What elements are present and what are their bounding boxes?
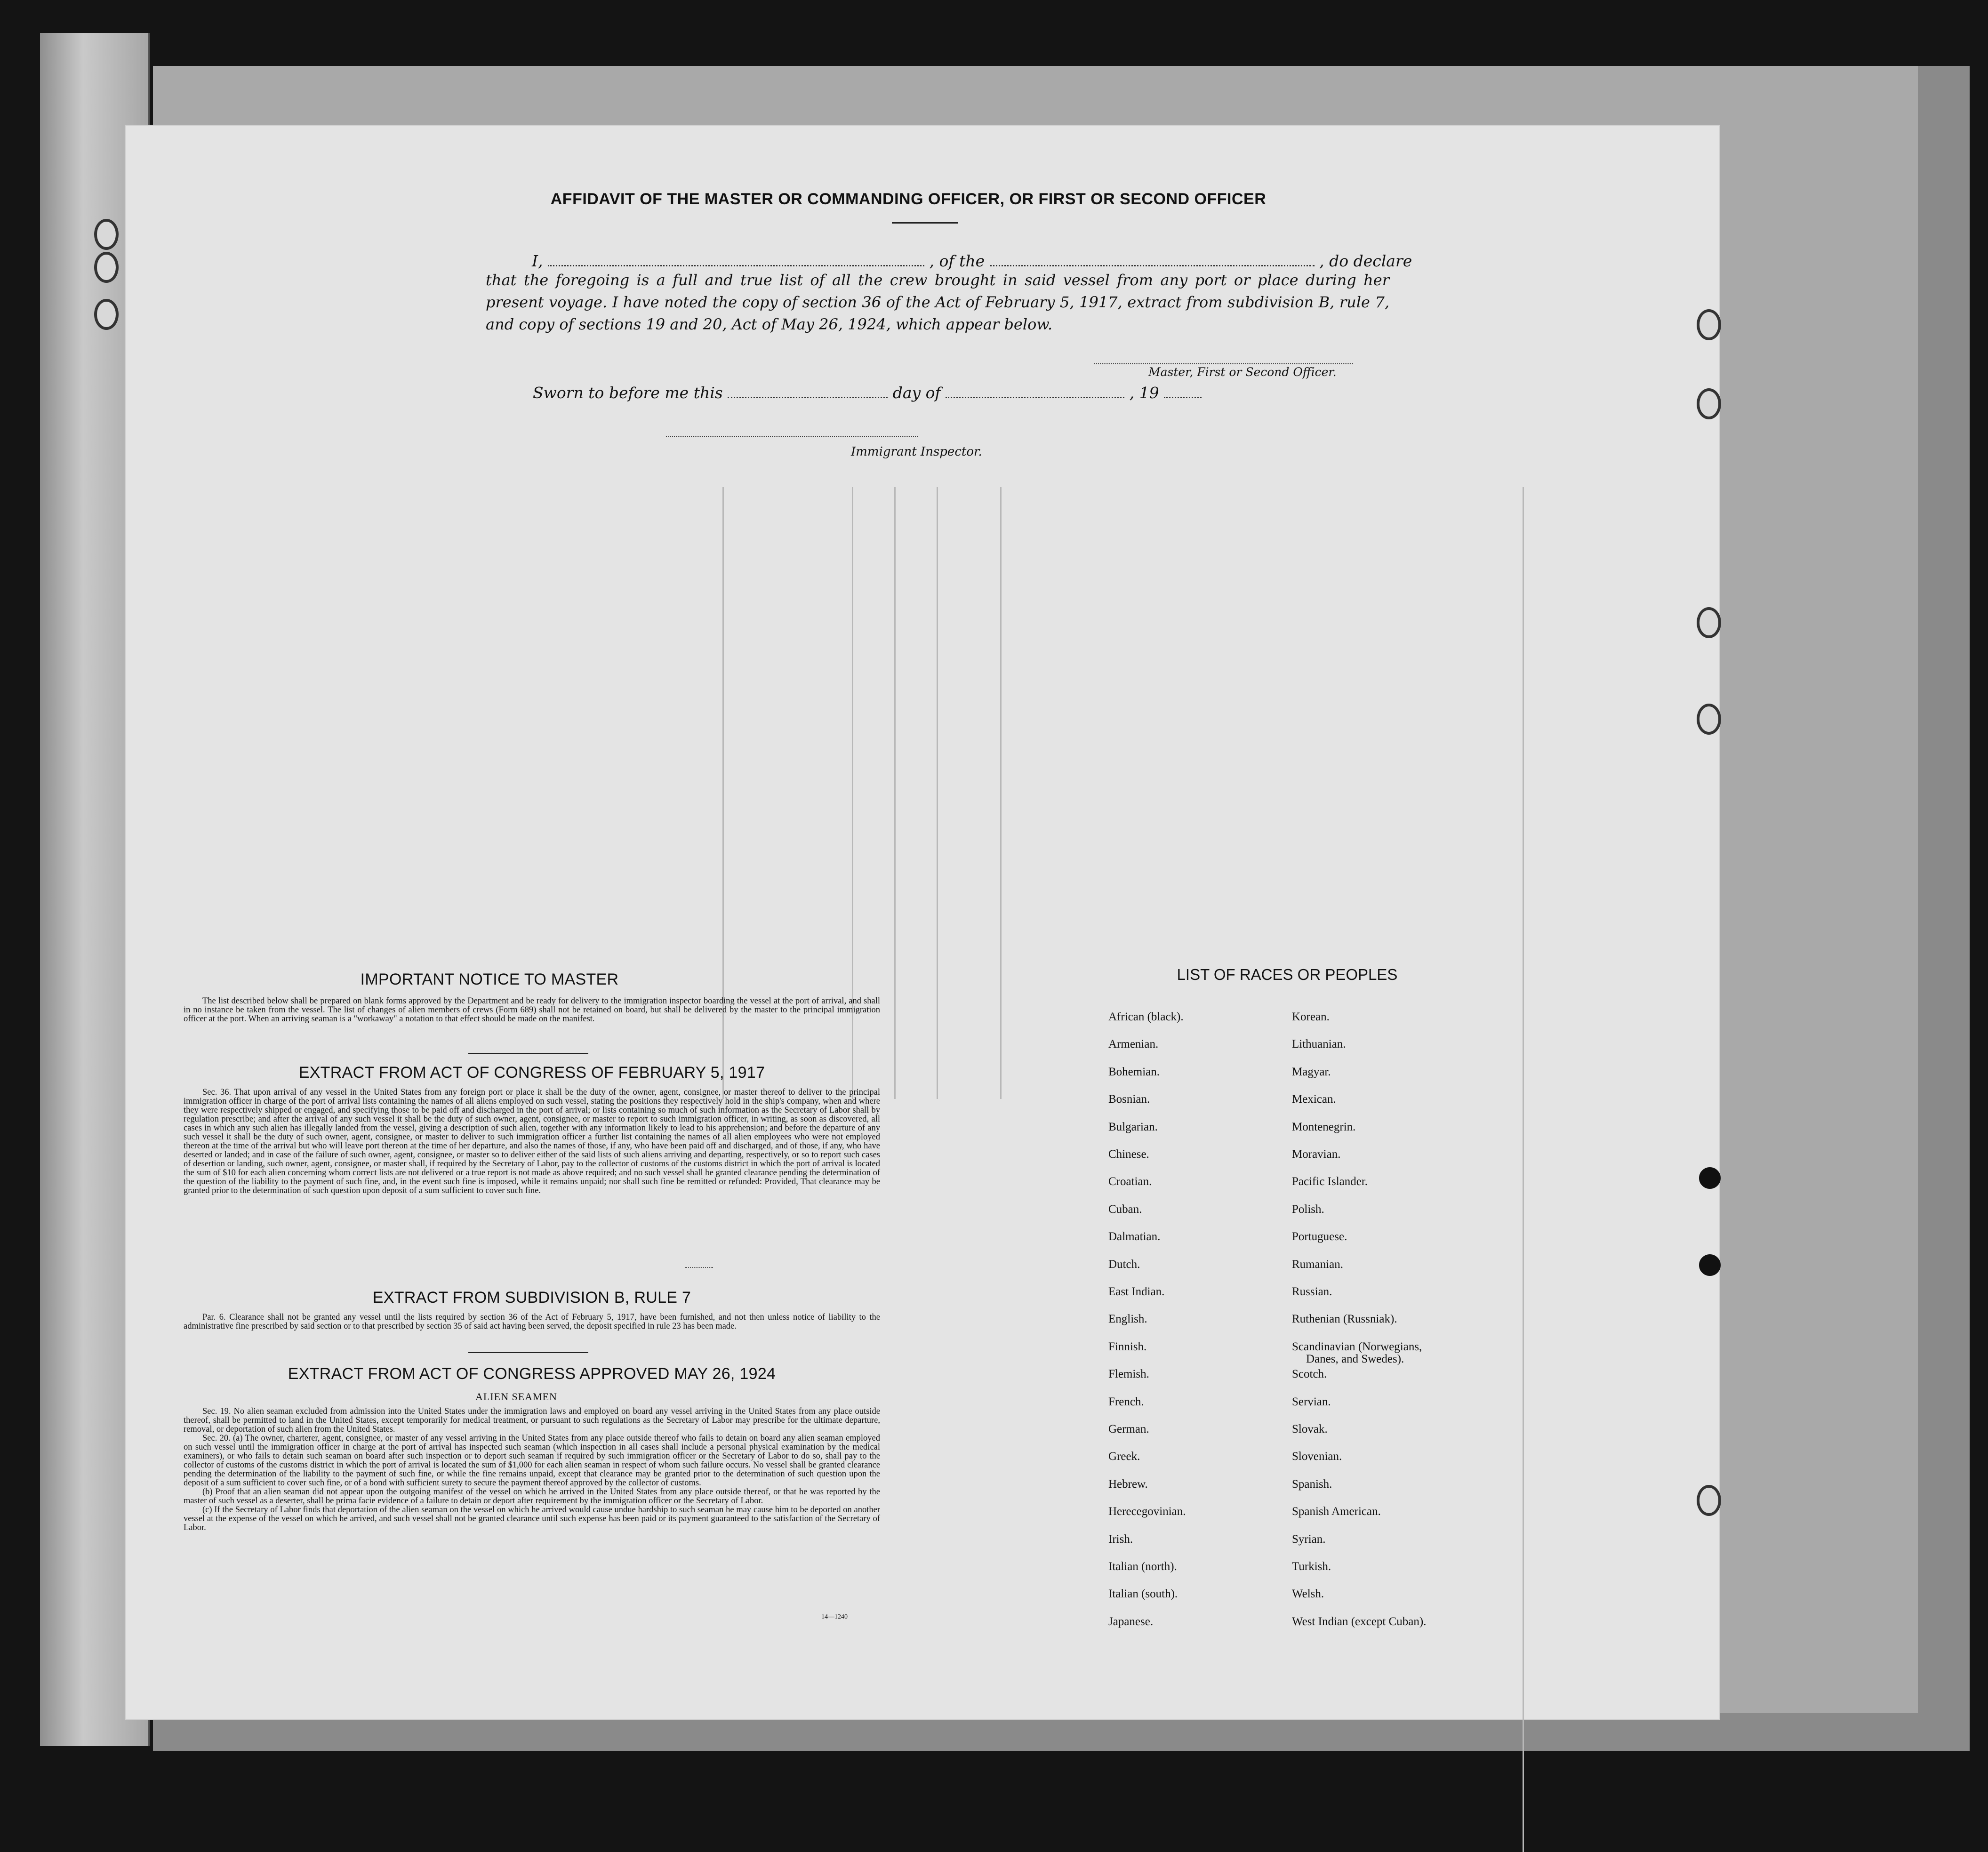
- race-item: African (black).: [1108, 1010, 1184, 1023]
- race-item: Italian (north).: [1108, 1560, 1177, 1573]
- race-item: Greek.: [1108, 1450, 1140, 1463]
- race-item: Lithuanian.: [1292, 1038, 1346, 1051]
- extract-rule7-paragraph: Par. 6. Clearance shall not be granted any vessel until the lists required by section 36 of the Act of February 5, 1917, have been furnished, and not then unless notice of liability to the administrative fine prescribed by said section or to that prescribed by section 35 of said act having been served, the deposit specified in rule 23 has been made.: [184, 1313, 880, 1331]
- race-item: Pacific Islander.: [1292, 1175, 1368, 1188]
- race-item: Welsh.: [1292, 1587, 1324, 1601]
- notice-title: IMPORTANT NOTICE TO MASTER: [360, 970, 619, 988]
- page-hole-punched: [1699, 1167, 1721, 1189]
- sworn-month-blank[interactable]: [946, 387, 1124, 398]
- sec20a-paragraph: Sec. 20. (a) The owner, charterer, agent, consignee, or master of any vessel arriving in the United States from any place outside thereof who fails to detain on board any alien seaman employed on such vessel until the immigration officer in charge at the port of arrival has inspected such seaman (which inspection in all cases shall include a personal physical examination by the medical examiners), or who fails to detain such seaman on board after such inspection or to deport such seaman if required by such immigration officer or the Secretary of Labor to do so, shall pay to the collector of customs of the customs district in which the port of arrival is located the sum of $1,000 for each alien seaman in respect of whom such failure occurs. No vessel shall be granted clearance pending the determination of the liability to the payment of such fine, or while the fine remains unpaid, except that clearance may be granted prior to the determination of such question upon the deposit of a sum sufficient to cover such fine, or of a bond with sufficient surety to secure the payment thereof approved by the collector of customs.: [184, 1434, 880, 1488]
- race-item: Dalmatian.: [1108, 1230, 1161, 1243]
- extract-1924-title: EXTRACT FROM ACT OF CONGRESS APPROVED MAY 26, 1924: [288, 1365, 776, 1383]
- race-item: Mexican.: [1292, 1093, 1336, 1106]
- page-hole-punched: [1699, 1254, 1721, 1276]
- race-item: Russian.: [1292, 1285, 1332, 1298]
- race-item: Bosnian.: [1108, 1093, 1150, 1106]
- race-item: Magyar.: [1292, 1065, 1331, 1078]
- page-hole: [1697, 309, 1721, 340]
- page-hole: [1697, 388, 1721, 419]
- race-item: Polish.: [1292, 1203, 1324, 1216]
- race-item: Japanese.: [1108, 1615, 1154, 1628]
- race-item: Servian.: [1292, 1395, 1331, 1408]
- race-item: Slovenian.: [1292, 1450, 1342, 1463]
- race-item: Flemish.: [1108, 1368, 1149, 1381]
- affidavit-title: AFFIDAVIT OF THE MASTER OR COMMANDING OFFICER, OR FIRST OR SECOND OFFICER: [550, 190, 1267, 208]
- sworn-year-blank[interactable]: [1164, 387, 1202, 398]
- race-item: Hebrew.: [1108, 1477, 1148, 1491]
- race-item: Armenian.: [1108, 1038, 1159, 1051]
- race-item: West Indian (except Cuban).: [1292, 1615, 1427, 1628]
- race-item: Rumanian.: [1292, 1258, 1344, 1271]
- affidavit-body: that the foregoing is a full and true list of all the crew brought in said vessel from any port or place during her present voyage. I have noted the copy of section 36 of the Act of February 5, 1917, extract from subdivision B, rule 7, and copy of sections 19 and 20, Act of May 26, 1924, which appear below.: [486, 271, 1389, 333]
- race-item: Ruthenian (Russniak).: [1292, 1313, 1397, 1326]
- race-item: Slovak.: [1292, 1423, 1328, 1435]
- master-signature-label: Master, First or Second Officer.: [1148, 365, 1337, 379]
- page-hole: [1697, 704, 1721, 735]
- extract-rule7-text: [184, 1313, 880, 1331]
- race-item: Spanish American.: [1292, 1505, 1381, 1518]
- race-item: Irish.: [1108, 1532, 1133, 1546]
- race-item: East Indian.: [1108, 1285, 1165, 1298]
- vessel-blank[interactable]: [990, 256, 1315, 266]
- race-item: English.: [1108, 1313, 1147, 1326]
- sworn-line: [533, 384, 1202, 402]
- section-rule: [685, 1266, 713, 1268]
- extract-rule7-title: EXTRACT FROM SUBDIVISION B, RULE 7: [372, 1289, 691, 1307]
- declaration-line: [532, 252, 1412, 270]
- race-item: Scandinavian (Norwegians,: [1292, 1340, 1422, 1353]
- race-item: Dutch.: [1108, 1258, 1140, 1271]
- name-blank[interactable]: [548, 256, 924, 266]
- extract-1924-text: [184, 1407, 880, 1532]
- sec20c-paragraph: (c) If the Secretary of Labor finds that deportation of the alien seaman on the vessel on which he arrived would cause undue hardship to such seaman he may cause him to be deported on another vessel at the expense of the vessel on which he arrived, and such vessel shall not be granted clearance until such expense has been paid or its payment guaranteed to the satisfaction of the Secretary of Labor.: [184, 1505, 880, 1532]
- title-rule: [892, 222, 958, 224]
- sworn-year: , 19: [1129, 384, 1159, 402]
- master-signature-line[interactable]: [1094, 362, 1353, 364]
- sworn-day-of: day of: [892, 384, 941, 402]
- declaration-i: I,: [532, 252, 543, 270]
- form-number: 14—1240: [821, 1613, 848, 1620]
- ghost-column-line: [894, 487, 896, 1099]
- race-item: Montenegrin.: [1292, 1120, 1356, 1133]
- races-title: LIST OF RACES OR PEOPLES: [1177, 966, 1398, 983]
- sec20b-paragraph: (b) Proof that an alien seaman did not appear upon the outgoing manifest of the vessel on which he arrived in the United States from any place outside thereof, or that he was reported by the master of such vessel as a deserter, shall be prima facie evidence of a failure to detain or deport after requirement by the immigration officer or the Secretary of Labor.: [184, 1487, 880, 1506]
- race-item: Scotch.: [1292, 1368, 1327, 1381]
- binder-hole: [94, 219, 119, 250]
- race-item: Syrian.: [1292, 1532, 1326, 1546]
- race-item: Moravian.: [1292, 1148, 1341, 1161]
- race-item-continuation: Danes, and Swedes).: [1306, 1352, 1404, 1365]
- inspector-label: Immigrant Inspector.: [851, 445, 982, 459]
- declaration-do-declare: , do declare: [1319, 252, 1412, 270]
- binder-hole: [94, 252, 119, 283]
- race-item: Turkish.: [1292, 1560, 1331, 1573]
- race-item: Portuguese.: [1292, 1230, 1347, 1243]
- race-item: Croatian.: [1108, 1175, 1152, 1188]
- notice-text: [184, 997, 880, 1024]
- extract-1917-text: [184, 1088, 880, 1195]
- binder-hole: [94, 299, 119, 330]
- race-item: Herecegovinian.: [1108, 1505, 1186, 1518]
- race-item: Chinese.: [1108, 1148, 1149, 1161]
- race-item: German.: [1108, 1423, 1149, 1435]
- sworn-prefix: Sworn to before me this: [533, 384, 723, 402]
- notice-paragraph: The list described below shall be prepared on blank forms approved by the Department and be ready for delivery to the immigration inspector boarding the vessel at the port of arrival, and shall in no instance be taken from the vessel. The list of changes of alien members of crews (Form 689) shall not be retained on board, but shall be delivered by the master to the principal immigration officer at the port. When an arriving seaman is a "workaway" a notation to that effect should be made on the manifest.: [184, 996, 880, 1024]
- ghost-column-line: [1000, 487, 1002, 1099]
- race-item: Spanish.: [1292, 1477, 1332, 1491]
- extract-1917-title: EXTRACT FROM ACT OF CONGRESS OF FEBRUARY 5, 1917: [298, 1064, 765, 1082]
- page-hole: [1697, 607, 1721, 638]
- ghost-column-line: [1523, 487, 1524, 1852]
- declaration-of-the: , of the: [929, 252, 985, 270]
- race-item: Bulgarian.: [1108, 1120, 1158, 1133]
- sworn-day-blank[interactable]: [728, 387, 888, 398]
- section-rule: [468, 1053, 588, 1054]
- race-item: Italian (south).: [1108, 1587, 1178, 1601]
- race-item: Bohemian.: [1108, 1065, 1160, 1078]
- alien-seamen-subtitle: ALIEN SEAMEN: [475, 1391, 557, 1403]
- race-item: Korean.: [1292, 1010, 1330, 1023]
- page-hole: [1697, 1485, 1721, 1516]
- extract-1917-paragraph: Sec. 36. That upon arrival of any vessel in the United States from any foreign port or place it shall be the duty of the owner, agent, consignee, or master thereof to deliver to the principal immigration officer in charge of the port of arrival lists containing the names of all aliens employed on such vessel, stating the positions they respectively hold in the ship's company, when and where they were respectively shipped or engaged, and specifying those to be paid off and discharged in the port of arrival; or lists containing so much of such information as the Secretary of Labor shall by regulation prescribe; and after the arrival of any such vessel it shall be the duty of such owner, agent, consignee, or master to report to such immigration officer, in writing, as soon as discovered, all cases in which any such alien has illegally landed from the vessel, giving a description of such alien, together with any information likely to lead to his apprehension; and before the departure of any such vessel it shall be the duty of such owner, agent, consignee, or master to deliver to such immigration officer a further list containing the names of all alien employees who were not employed thereon at the time of the arrival but who will leave port thereon at the time of her departure, and also the names of those, if any, who have been paid off and discharged, and of those, if any, who have deserted or landed; and in case of the failure of such owner, agent, consignee, or master so to deliver either of the said lists of such aliens arriving and departing, respectively, or so to report such cases of desertion or landing, such owner, agent, consignee, or master shall, if required by the Secretary of Labor, pay to the collector of customs of the customs district in which the port of arrival is located the sum of $10 for each alien concerning whom correct lists are not delivered or a true report is not made as above required; and no such vessel shall be granted clearance pending the determination of the question of the liability to the payment of such fine, and, in the event such fine is imposed, while it remains unpaid; nor shall such fine be remitted or refunded: Provided, That clearance may be granted prior to the determination of such question upon deposit of a sum sufficient to cover such fine.: [184, 1088, 880, 1195]
- race-item: Cuban.: [1108, 1203, 1142, 1216]
- ghost-column-line: [937, 487, 938, 1099]
- race-item: French.: [1108, 1395, 1144, 1408]
- section-rule: [468, 1352, 588, 1353]
- inspector-signature-line[interactable]: [666, 435, 918, 437]
- sec19-paragraph: Sec. 19. No alien seaman excluded from admission into the United States under the immigration laws and employed on board any vessel arriving in the United States from any place outside thereof, shall be permitted to land in the United States, except temporarily for medical treatment, or pursuant to such regulations as the Secretary of Labor may prescribe for the ultimate departure, removal, or deportation of such alien from the United States.: [184, 1407, 880, 1434]
- race-item: Finnish.: [1108, 1340, 1147, 1353]
